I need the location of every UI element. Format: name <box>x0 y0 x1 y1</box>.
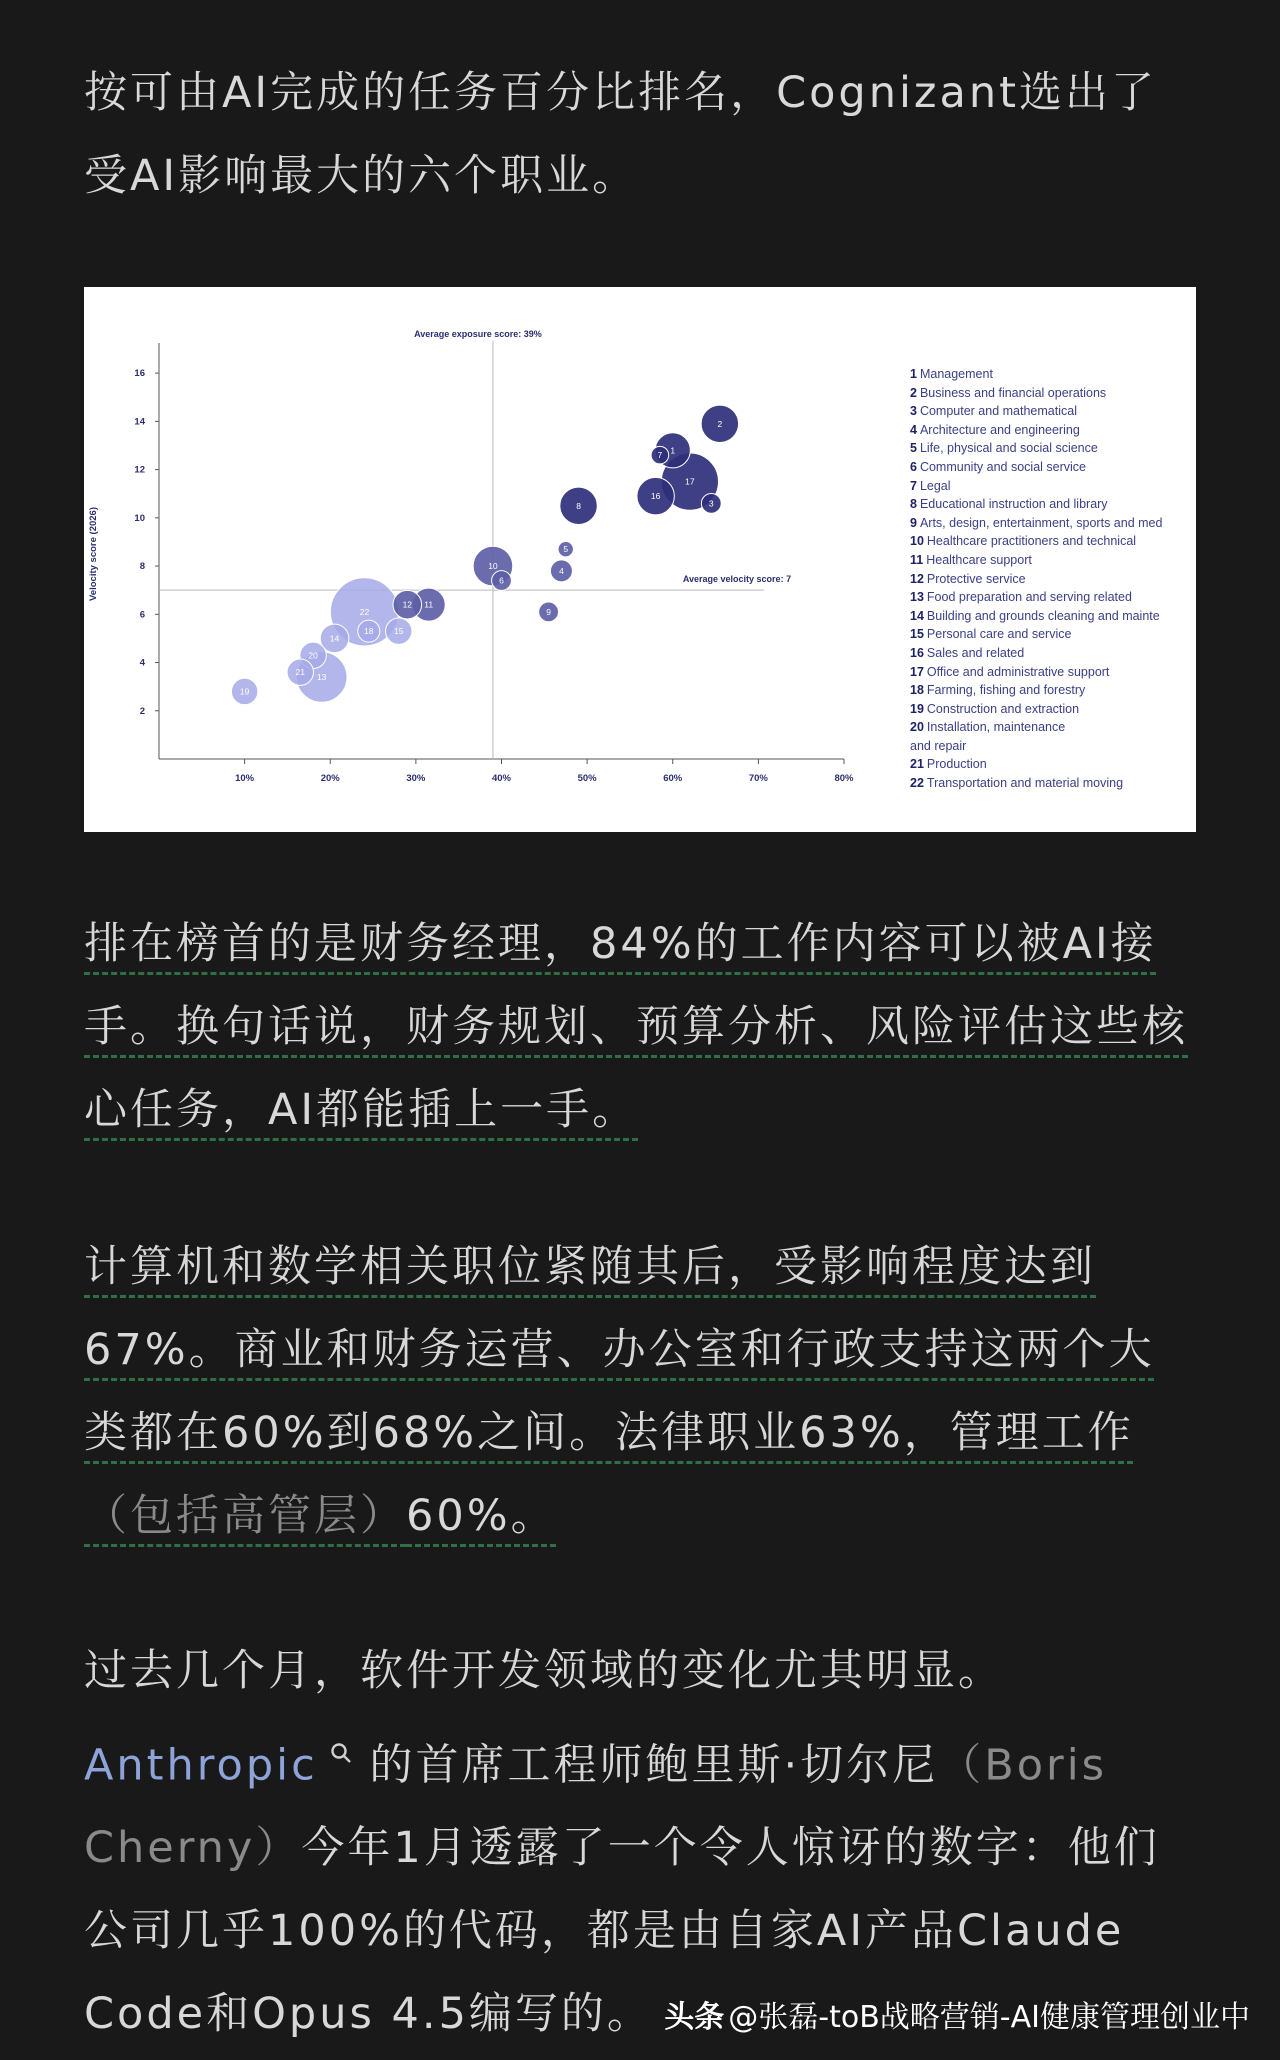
bubble-label-17: 17 <box>685 476 695 487</box>
legend-number: 10 <box>910 534 924 549</box>
computer-math-paragraph <box>84 1226 1196 1558</box>
legend-label: Educational instruction and library <box>919 497 1108 512</box>
legend-label: Arts, design, entertainment, sports and med <box>919 515 1163 530</box>
legend-item <box>910 774 1196 793</box>
x-tick-label: 10% <box>235 773 255 784</box>
x-tick-label: 60% <box>663 773 683 784</box>
legend-number: 9 <box>910 515 917 530</box>
bubble-label-22: 22 <box>359 606 370 617</box>
legend-number: 7 <box>910 478 917 493</box>
legend-number: 13 <box>910 590 924 605</box>
legend-number: 15 <box>910 627 924 642</box>
legend-label: Healthcare practitioners and technical <box>926 534 1137 549</box>
x-tick-label: 80% <box>834 773 854 784</box>
legend-label: Construction and extraction <box>926 701 1080 716</box>
watermark-author: @张磊-toB战略营销-AI健康管理创业中 <box>728 2000 1250 2035</box>
paragraph-text: 过去几个月，软件开发领域的变化尤其明显。 <box>84 1646 1004 1696</box>
toutiao-watermark <box>664 1992 1250 2036</box>
legend-number: 3 <box>910 404 917 419</box>
legend-item <box>910 681 1196 700</box>
legend-label: Architecture and engineering <box>919 422 1080 437</box>
legend-number: 12 <box>910 571 924 586</box>
intro-paragraph: 按可由AI完成的任务百分比排名，Cognizant选出了受AI影响最大的六个职业。 <box>84 68 1157 201</box>
legend-item <box>910 365 1196 384</box>
x-tick-label: 50% <box>577 773 597 784</box>
avg-exposure-annotation: Average exposure score: 39% <box>414 329 542 339</box>
bubble-label-4: 4 <box>559 565 564 576</box>
paragraph-text: 的首席工程师鲍里斯·切尔尼 <box>369 1740 939 1791</box>
legend-number: 14 <box>910 608 924 623</box>
legend-label: Farming, fishing and forestry <box>926 683 1086 698</box>
legend-number: 18 <box>910 683 924 698</box>
paragraph-text: 今年1月透露了一个令人惊讶的数字：他们公司几乎100%的代码，都是由自家AI产品Claude Code和Opus 4.5编写的。 <box>84 1823 1160 2040</box>
legend-label: Production <box>926 757 987 772</box>
legend-number: 19 <box>910 701 924 716</box>
legend-label: Protective service <box>926 571 1026 586</box>
legend-item <box>910 421 1196 440</box>
bubble-label-15: 15 <box>394 626 404 637</box>
highlighted-text: 排在榜首的是财务经理，84%的工作内容可以被AI接手。换句话说，财务规划、预算分析、风险评估这些核心任务，AI都能插上一手。 <box>84 919 1188 1135</box>
bubble-label-14: 14 <box>329 633 340 644</box>
y-axis-title: Velocity score (2026) <box>88 507 99 601</box>
bubble-label-8: 8 <box>576 500 581 511</box>
y-tick-label: 6 <box>139 609 145 621</box>
legend-item <box>910 402 1196 421</box>
legend-item <box>910 532 1196 551</box>
highlighted-text-end: 60%。 <box>406 1491 557 1541</box>
legend-item <box>910 737 1196 756</box>
bubble-label-2: 2 <box>717 418 723 429</box>
legend-item <box>910 551 1196 570</box>
legend-label: Community and social service <box>919 459 1086 474</box>
bubble-label-11: 11 <box>424 599 434 610</box>
bubble-label-21: 21 <box>295 667 306 678</box>
y-tick-label: 4 <box>139 657 145 669</box>
legend-label: Personal care and service <box>926 627 1072 642</box>
x-tick-label: 20% <box>320 773 340 784</box>
legend-item <box>910 477 1196 496</box>
legend-label: Office and administrative support <box>926 664 1110 679</box>
legend-number: 22 <box>910 776 924 791</box>
legend-number: 2 <box>910 385 917 400</box>
legend-item <box>910 755 1196 774</box>
legend-item <box>910 625 1196 644</box>
bubble-label-19: 19 <box>239 686 250 697</box>
legend-label: Food preparation and serving related <box>926 590 1132 605</box>
x-tick-label: 30% <box>406 773 426 784</box>
bubble-chart-image <box>84 287 1196 832</box>
toutiao-logo: 头条 <box>664 2000 725 2035</box>
finance-manager-paragraph <box>84 903 1196 1152</box>
legend-item <box>910 439 1196 458</box>
legend-item <box>910 718 1196 737</box>
legend-number: 16 <box>910 645 924 660</box>
bubble-label-20: 20 <box>308 650 318 661</box>
legend-label: Building and grounds cleaning and mainte <box>926 608 1160 623</box>
legend-label: Life, physical and social science <box>919 441 1098 456</box>
legend-item <box>910 700 1196 719</box>
legend-item <box>910 607 1196 626</box>
legend-item <box>910 644 1196 663</box>
legend-label: Sales and related <box>926 645 1025 660</box>
x-tick-label: 40% <box>491 773 512 784</box>
legend-item <box>910 458 1196 477</box>
avg-velocity-annotation: Average velocity score: 7 <box>682 574 792 585</box>
legend-item <box>910 663 1196 682</box>
bubble-label-12: 12 <box>402 599 413 610</box>
legend-number: 1 <box>910 367 917 381</box>
legend-item <box>910 514 1196 533</box>
legend-number: 17 <box>910 664 924 679</box>
legend-item <box>910 570 1196 589</box>
y-tick-label: 2 <box>139 705 145 717</box>
legend-label: Healthcare support <box>926 552 1032 567</box>
bubble-label-5: 5 <box>563 544 569 555</box>
parenthetical-text: （包括高管层） <box>84 1491 406 1541</box>
legend-number: 21 <box>910 757 924 772</box>
bubble-label-16: 16 <box>650 491 661 502</box>
legend-number: 11 <box>910 552 924 567</box>
chart-legend <box>910 365 1196 793</box>
bubble-label-6: 6 <box>499 575 504 586</box>
parenthetical-name: （Boris Cherny） <box>84 1740 1108 1874</box>
legend-number: 4 <box>910 422 917 437</box>
search-icon[interactable] <box>318 1738 364 1771</box>
legend-number: 20 <box>910 720 924 735</box>
bubble-label-7: 7 <box>657 450 663 461</box>
legend-number: 5 <box>910 441 917 456</box>
bubble-label-9: 9 <box>546 606 551 617</box>
bubble-label-13: 13 <box>316 672 327 682</box>
y-tick-label: 12 <box>134 464 145 476</box>
y-tick-label: 16 <box>134 368 145 380</box>
legend-label: Transportation and material moving <box>926 776 1124 791</box>
bubble-label-18: 18 <box>364 626 374 637</box>
legend-number: 8 <box>910 497 917 512</box>
legend-number: 6 <box>910 459 917 474</box>
legend-label: Installation, maintenance <box>926 720 1066 735</box>
y-tick-label: 14 <box>134 416 145 428</box>
legend-label: and repair <box>910 738 967 753</box>
legend-label: Management <box>919 367 993 381</box>
bubble-label-10: 10 <box>488 561 498 572</box>
legend-item <box>910 495 1196 514</box>
y-tick-label: 10 <box>134 512 145 524</box>
legend-label: Business and financial operations <box>919 385 1107 400</box>
legend-label: Legal <box>919 478 951 493</box>
legend-label: Computer and mathematical <box>919 404 1077 419</box>
legend-item <box>910 588 1196 607</box>
bubble-label-3: 3 <box>708 498 714 509</box>
y-tick-label: 8 <box>139 561 145 573</box>
x-tick-label: 70% <box>748 773 768 784</box>
anthropic-link[interactable]: Anthropic <box>84 1740 318 1791</box>
legend-item <box>910 384 1196 403</box>
highlighted-text: 计算机和数学相关职位紧随其后，受影响程度达到67%。商业和财务运营、办公室和行政支持这两个大类都在60%到68%之间。法律职业63%，管理工作 <box>84 1242 1155 1458</box>
bubble-label-1: 1 <box>670 445 676 456</box>
